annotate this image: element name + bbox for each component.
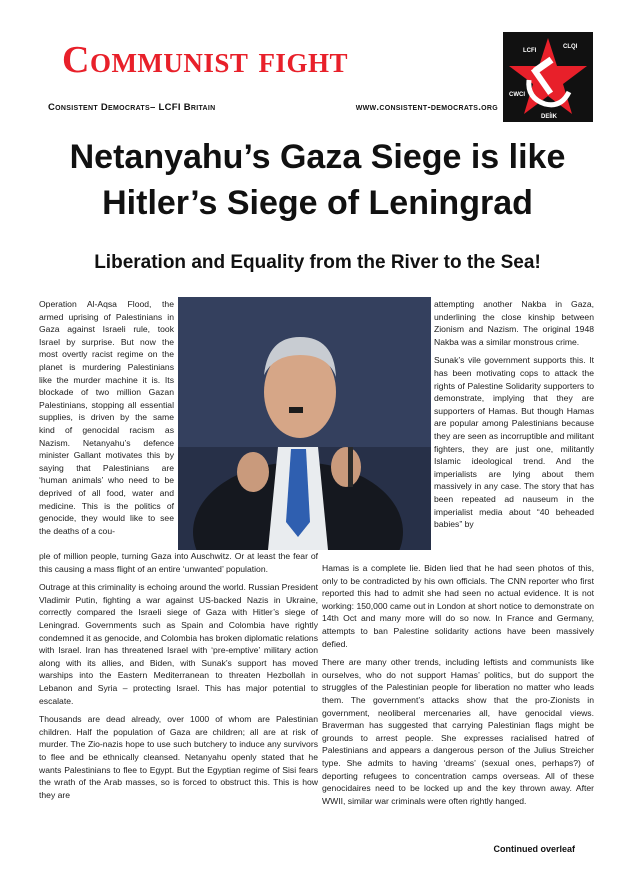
paragraph-left-3: Thousands are dead already, over 1000 of whom are Palestinian children. Half the population of Gaza are children; all are at risk of murder. The Zio-nazis hope to use such butchery to induce any survivors to flee and be ethnically cleansed. Netanyahu openly stated that he wants Palestinians to flee to Egypt. But the Egyptian regime of Sisi fears the wrath of the Arab masses, so is forced to obstruct this. This is how they are: [39, 714, 318, 800]
paragraph-left-2: Outrage at this criminality is echoing around the world. Russian President Vladimir Putin, fighting a war against US-backed Nazis in Ukraine, correctly compared the Israeli siege of Gaza with Hitler’s siege of Leningrad. Governments such as Spain and Colombia have rightly condemned it as genocide, and Colombia has broken diplomatic relations with Israel. Iran has threatened Israel with ‘pre-emptive’ military action along with its allies, and Biden, with Sunak’s support has moved warships into the Eastern Mediterranean to threaten Hezbollah in Lebanon and Syria – protecting Israel. This has major potential to escalate.: [39, 582, 318, 706]
masthead-subline: [48, 102, 498, 113]
continued-overleaf: Continued overleaf: [493, 844, 575, 854]
logo-text-deik: DEÍIK: [541, 114, 558, 120]
headline: [20, 134, 615, 226]
paragraph-right-1: attempting another Nakba in Gaza, underlining the close kinship between Zionism and Nazism. The original 1948 Nakba was a similar monstrous crime.: [434, 299, 594, 347]
website-link[interactable]: www.consistent-democrats.org: [355, 102, 498, 113]
subheadline: Liberation and Equality from the River to the Sea!: [94, 252, 541, 273]
logo: [503, 32, 593, 122]
paragraph-left-1-continued: ple of million people, turning Gaza into Auschwitz. Or at least the fear of this causing a mass flight of an entire ‘unwanted’ population.: [39, 551, 318, 574]
paragraph-left-1: Operation Al-Aqsa Flood, the armed uprising of Palestinians in Gaza against Israeli rule, took Israel by surprise. But now the most overtly racist regime on the planet is murdering Palestinians like the murder machine it is. Its blockade of two million Gazan Palestinians, stopping all essential supplies, is driven by the same kind of genocidal racism as Nazism. Netanyahu’s defence minister Gallant motivates this by saying that Palestinians are ‘human animals’ who need to be deprived of all food, water and medicine. This is the politics of genocide, they would like to see the deaths of a cou-: [39, 299, 174, 536]
paragraph-right-2-continued: Hamas is a complete lie. Biden lied that he had seen photos of this, only to be contradicted by his own officials. The CNN reporter who first reported this had to admit she had seen no actual evidence. It is not working: 150,000 came out in London at short notice to demonstrate on 14th Oct and many more will do so now. In France and Germany, attempts to ban Palestine solidarity actions have been massively defied.: [322, 563, 594, 649]
organisation-tag: Consistent Democrats– LCFI Britain: [48, 102, 216, 113]
column-left-top: [39, 298, 174, 543]
logo-text-clqi: CLQI: [563, 44, 578, 50]
column-right-top: [434, 298, 594, 537]
headline-line-1: Netanyahu’s Gaza Siege is like: [69, 138, 566, 176]
column-left-bottom: [39, 550, 318, 807]
headline-line-2: Hitler’s Siege of Leningrad: [102, 184, 533, 222]
masthead-title: Communist fight: [62, 39, 348, 81]
logo-text-cwci: CWCI: [509, 92, 525, 98]
column-right-bottom: [322, 562, 594, 813]
paragraph-right-2: Sunak’s vile government supports this. It has been motivating cops to attack the rights of Palestine Solidarity supporters to demonstrate, implying that they are supporters of Hamas. But though Hamas are popular among Palestinians because they are seen as incorruptible and militant fighters, they are just one, militantly Islamic ideological trend. And the imperialists are lying about them massively in any case. The story that has been repeated ad nauseum in the imperialist media about “40 beheaded babies” by: [434, 355, 594, 530]
logo-text-lcfi: LCFI: [523, 48, 537, 54]
paragraph-right-3: There are many other trends, including leftists and communists like ourselves, who do not support Hamas’ politics, but do support the struggles of the Palestinian people for liberation no matter who leads them. The government’s attacks show that the pro-Zionists in government, neoliberal mercenaries all, have genocidal views. Braverman has suggested that carrying Palestinian flags might be grounds to arrest people. She expresses racialised hatred of Palestinians and appears a dangerous person of the Julius Streicher type. She admits to having ‘dreams’ (sexual ones, perhaps?) of deporting refugees to concentration camps overseas. All of these genocidaires need to be locked up and the key thrown away. After WWII, similar war criminals were often rightly hanged.: [322, 657, 594, 806]
netanyahu-photo: [178, 297, 431, 550]
red-star-hammer-sickle-icon: [503, 32, 593, 122]
